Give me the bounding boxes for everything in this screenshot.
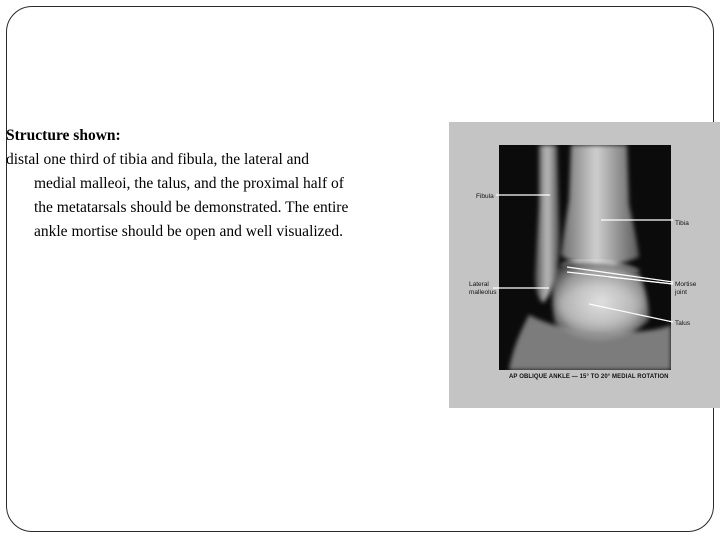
figure-caption: AP OBLIQUE ANKLE — 15° TO 20° MEDIAL ROTATION (509, 374, 669, 380)
text-block (6, 124, 351, 244)
label-tibia: Tibia (675, 220, 689, 227)
label-talus: Talus (675, 320, 691, 327)
label-mortise-joint: Mortise joint (675, 281, 697, 296)
label-fibula: Fibula (476, 193, 494, 200)
ankle-xray-image (499, 145, 671, 370)
slide-heading: Structure shown: (6, 127, 121, 144)
xray-figure (449, 122, 720, 408)
label-lateral-malleolus: Lateral malleolus (469, 281, 497, 296)
slide-body-text: distal one third of tibia and fibula, the lateral and medial malleoi, the talus, and the proximal half of the metatarsals should be demonstrated. The entire ankle mortise should be open and well visualized. (6, 151, 349, 240)
